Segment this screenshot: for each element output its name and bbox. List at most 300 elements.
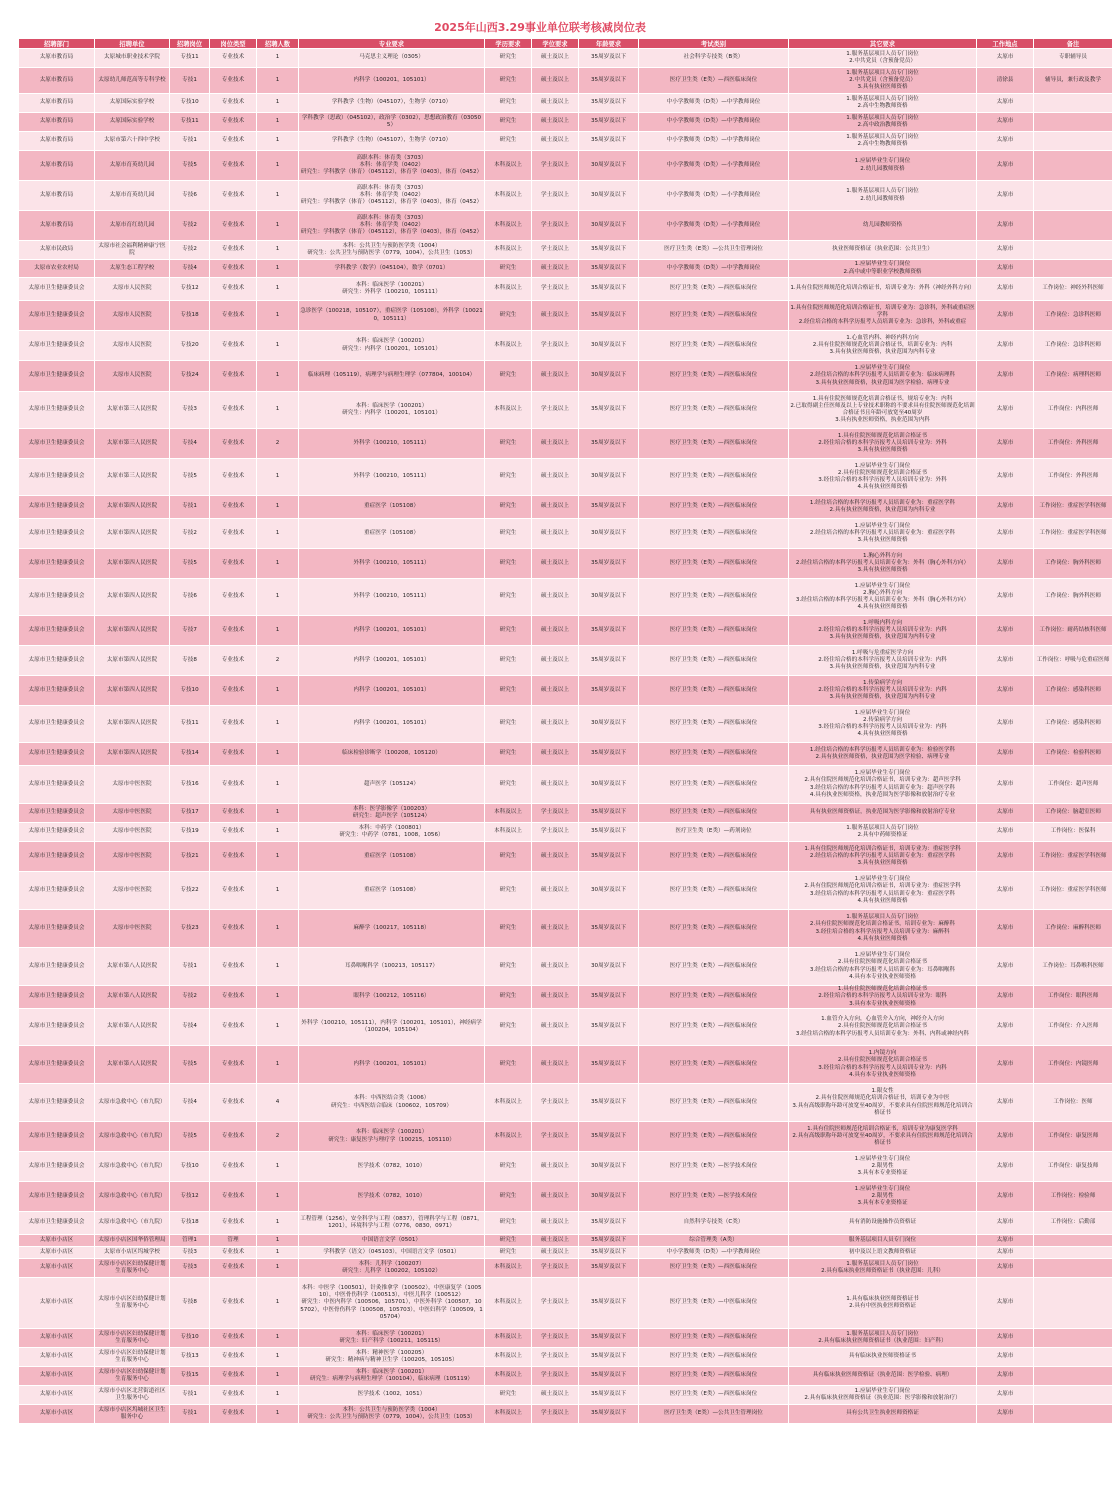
cell-text: 太原市小店区坞城社区卫生服务中心 — [98, 1406, 166, 1420]
table-cell — [532, 49, 579, 68]
table-cell — [789, 1182, 977, 1212]
cell-text: 专业技术 — [221, 720, 245, 727]
cell-text: 专业技术 — [221, 1162, 245, 1169]
cell-text: 1.应届毕业生专门岗位 2.幼儿园教师资格 — [854, 158, 911, 172]
table-cell — [257, 1152, 299, 1182]
cell-text: 硕士及以上 — [541, 54, 569, 61]
table-cell — [789, 766, 977, 804]
table-header-row — [19, 39, 1113, 49]
cell-text: 1.具有临床执业医师资格证书 2.具有中医执业医师资格证 — [846, 1295, 919, 1309]
cell-text: 工作岗位：神经外科医师 — [1042, 285, 1104, 292]
table-cell — [19, 113, 95, 132]
table-cell — [579, 1009, 639, 1046]
table-cell — [789, 706, 977, 743]
table-cell — [639, 181, 789, 211]
table-cell — [485, 616, 532, 646]
column-header: 招聘单位 — [95, 39, 170, 49]
table-cell — [532, 823, 579, 842]
table-cell — [639, 392, 789, 429]
table-cell — [210, 579, 257, 616]
table-cell — [19, 549, 95, 579]
cell-text: 专技2 — [182, 246, 197, 253]
cell-text: 太原市卫生健康委员会 — [28, 750, 85, 757]
table-cell — [257, 1247, 299, 1259]
cell-text: 专技4 — [182, 1023, 197, 1030]
cell-text: 太原市卫生健康委员会 — [28, 311, 85, 318]
cell-text: 1 — [275, 750, 280, 757]
table-cell — [257, 1367, 299, 1386]
cell-text: 具有公共卫生执业医师资格证 — [846, 1410, 919, 1417]
table-row — [19, 910, 1113, 948]
table-cell — [95, 646, 170, 676]
cell-text: 研究生 — [499, 993, 517, 1000]
cell-text: 研究生 — [499, 750, 517, 757]
table-cell — [95, 1182, 170, 1212]
table-row — [19, 49, 1113, 68]
cell-text: 35周岁及以下 — [590, 311, 627, 318]
cell-text: 专业技术 — [221, 246, 245, 253]
cell-text: 太原市小店区 — [39, 1236, 74, 1243]
table-cell — [19, 766, 95, 804]
table-cell — [257, 1259, 299, 1278]
table-cell — [210, 1247, 257, 1259]
cell-text: 太原市中医医院 — [112, 852, 152, 859]
cell-text: 硕士及以上 — [541, 962, 569, 969]
cell-text: 35周岁及以下 — [590, 99, 627, 106]
table-cell — [19, 646, 95, 676]
cell-text: 本科：公共卫生与预防医学类（1004） 研究生：公共卫生与预防医学（0779，1004），公共卫生（1053） — [307, 1406, 476, 1420]
cell-text: 本科：精神医学（100205） 研究生：精神病与精神卫生学（100205，105105） — [325, 1349, 458, 1363]
table-cell — [639, 278, 789, 301]
cell-text: 30周岁及以下 — [590, 529, 627, 536]
cell-text: 医疗卫生类（E类）—西医临床岗位 — [669, 1334, 758, 1341]
cell-text: 35周岁及以下 — [590, 1299, 627, 1306]
table-cell — [485, 278, 532, 301]
cell-text: 专业技术 — [221, 1334, 245, 1341]
table-cell — [170, 676, 210, 706]
cell-text: 医疗卫生类（E类）—西医临床岗位 — [669, 626, 758, 633]
table-cell — [299, 1009, 485, 1046]
table-cell — [299, 211, 485, 241]
cell-text: 高职本科：体育类（3703） 本科：体育学类（0402） 研究生：学科教学（体育）（045112），体育学（0403），体育（0452） — [300, 184, 483, 206]
cell-text: 专技6 — [182, 191, 197, 198]
cell-text: 中小学教师类（D类）—中学教师岗位 — [666, 99, 761, 106]
cell-text: 医疗卫生类（E类）—西医临床岗位 — [669, 852, 758, 859]
table-cell — [977, 459, 1034, 496]
cell-text: 1.具有住院医师规范化培训合格证书，培训专业为：外科（神经外科方向） — [790, 285, 975, 292]
column-header: 招聘部门 — [19, 39, 95, 49]
cell-text: 太原市 — [996, 852, 1014, 859]
cell-text: 1.服务基层项目人员专门岗位 2.中共党员（含预备党员） 3.具有执业医师资格 — [846, 69, 919, 91]
cell-text: 专业技术 — [221, 656, 245, 663]
table-cell — [639, 842, 789, 872]
table-cell — [95, 1247, 170, 1259]
table-cell — [257, 241, 299, 260]
cell-text: 辅导员，兼行政及教学 — [1045, 76, 1101, 83]
table-row — [19, 211, 1113, 241]
cell-text: 35周岁及以下 — [590, 852, 627, 859]
column-header: 学历要求 — [485, 39, 532, 49]
cell-text: 太原市卫生健康委员会 — [28, 852, 85, 859]
cell-text: 学士及以上 — [541, 1132, 569, 1139]
table-cell — [210, 549, 257, 579]
cell-text: 工作岗位：重症医学科医师 — [1039, 886, 1107, 893]
table-cell — [170, 549, 210, 579]
cell-text: 太原市卫生健康委员会 — [28, 559, 85, 566]
cell-text: 具有临床执业医师资格证书 — [848, 1353, 917, 1360]
table-cell — [1034, 301, 1113, 331]
cell-text: 1.应届毕业生专门岗位 2.传染病学方向 3.经住培合格的本科学历报考人员培训专业为：内科 4.具有执业医师资格 — [818, 709, 947, 738]
table-cell — [95, 1405, 170, 1424]
cell-text: 内科学（100201，105101） — [353, 626, 430, 633]
table-cell — [639, 579, 789, 616]
cell-text: 35周岁及以下 — [590, 656, 627, 663]
table-cell — [485, 1122, 532, 1152]
table-cell — [485, 872, 532, 910]
table-cell — [789, 1009, 977, 1046]
cell-text: 专技11 — [180, 720, 199, 727]
cell-text: 太原市急救中心（市九院） — [98, 1162, 166, 1169]
cell-text: 本科：中药学（100801） 研究生：中药学（0781，1008，1056） — [339, 824, 444, 838]
table-cell — [532, 151, 579, 181]
cell-text: 内科学（100201，105101） — [353, 76, 430, 83]
table-cell — [977, 1247, 1034, 1259]
cell-text: 工作岗位：感染科医师 — [1045, 720, 1101, 727]
cell-text: 专技15 — [180, 1372, 199, 1379]
table-cell — [532, 496, 579, 519]
table-cell — [1034, 1182, 1113, 1212]
cell-text: 专技5 — [182, 559, 197, 566]
cell-text: 太原市 — [996, 924, 1014, 931]
cell-text: 工作岗位：急诊科医师 — [1045, 311, 1101, 318]
table-row — [19, 579, 1113, 616]
cell-text: 专技3 — [182, 1248, 197, 1255]
table-cell — [1034, 579, 1113, 616]
table-cell — [532, 743, 579, 766]
table-cell — [485, 1152, 532, 1182]
table-cell — [19, 842, 95, 872]
table-cell — [1034, 986, 1113, 1009]
cell-text: 35周岁及以下 — [590, 559, 627, 566]
table-row — [19, 1247, 1113, 1259]
table-cell — [789, 1278, 977, 1329]
cell-text: 本科及以上 — [494, 1410, 522, 1417]
table-cell — [532, 986, 579, 1009]
table-cell — [789, 842, 977, 872]
table-cell — [170, 579, 210, 616]
cell-text: 医疗卫生类（E类）—西医临床岗位 — [669, 439, 758, 446]
table-title: 2025年山西3.29事业单位联考核减岗位表 — [434, 21, 646, 34]
cell-text: 太原市第四人民医院 — [106, 720, 158, 727]
table-cell — [95, 113, 170, 132]
table-cell — [170, 241, 210, 260]
table-cell — [485, 211, 532, 241]
column-header: 岗位类型 — [210, 39, 257, 49]
table-cell — [579, 1247, 639, 1259]
cell-text: 太原市小店区国华侨管理局 — [98, 1236, 166, 1243]
cell-text: 太原国际实验学校 — [109, 99, 155, 106]
table-cell — [299, 392, 485, 429]
table-cell — [257, 872, 299, 910]
table-cell — [95, 676, 170, 706]
table-cell — [977, 94, 1034, 113]
table-cell — [1034, 181, 1113, 211]
table-cell — [170, 743, 210, 766]
table-cell — [210, 616, 257, 646]
table-cell — [639, 68, 789, 94]
table-cell — [170, 986, 210, 1009]
table-cell — [299, 823, 485, 842]
table-cell — [1034, 49, 1113, 68]
table-cell — [170, 1009, 210, 1046]
cell-text: 研究生 — [499, 54, 517, 61]
table-cell — [257, 986, 299, 1009]
cell-text: 4 — [275, 1098, 280, 1105]
table-cell — [789, 392, 977, 429]
cell-text: 1.服务基层项目人员专门岗位 2.具有临床执业医师资格证书（执业范围：儿科） — [821, 1260, 944, 1274]
cell-text: 医疗卫生类（E类）—西医临床岗位 — [669, 993, 758, 1000]
cell-text: 1 — [275, 503, 280, 510]
cell-text: 太原市卫生健康委员会 — [28, 1060, 85, 1067]
cell-text: 专业技术 — [221, 1391, 245, 1398]
table-cell — [639, 94, 789, 113]
table-cell — [95, 823, 170, 842]
cell-text: 专业技术 — [221, 99, 245, 106]
cell-text: 1.应届毕业生专门岗位 2.限男性 3.具有本专业资格证 — [854, 1185, 911, 1207]
table-cell — [579, 361, 639, 392]
table-cell — [19, 948, 95, 986]
table-cell — [170, 459, 210, 496]
table-cell — [485, 1009, 532, 1046]
cell-text: 太原市卫生健康委员会 — [28, 656, 85, 663]
column-header: 其它要求 — [789, 39, 977, 49]
cell-text: 太原市卫生健康委员会 — [28, 593, 85, 600]
table-cell — [977, 519, 1034, 549]
table-cell — [257, 804, 299, 823]
cell-text: 太原市教育局 — [39, 76, 74, 83]
cell-text: 医疗卫生类（E类）—西医临床岗位 — [669, 686, 758, 693]
cell-text: 太原市卫生健康委员会 — [28, 626, 85, 633]
table-cell — [639, 823, 789, 842]
cell-text: 中小学教师类（D类）—小学教师岗位 — [666, 221, 761, 228]
table-cell — [210, 496, 257, 519]
cell-text: 专技1 — [182, 1410, 197, 1417]
cell-text: 专业技术 — [221, 311, 245, 318]
table-cell — [789, 986, 977, 1009]
table-cell — [170, 1247, 210, 1259]
table-row — [19, 948, 1113, 986]
table-cell — [1034, 429, 1113, 459]
table-cell — [532, 278, 579, 301]
cell-text: 硕士及以上 — [541, 99, 569, 106]
table-row — [19, 496, 1113, 519]
table-cell — [170, 872, 210, 910]
cell-text: 硕士及以上 — [541, 1219, 569, 1226]
table-cell — [639, 301, 789, 331]
table-cell — [977, 132, 1034, 151]
table-row — [19, 743, 1113, 766]
table-cell — [789, 301, 977, 331]
table-cell — [579, 549, 639, 579]
cell-text: 35周岁及以下 — [590, 1060, 627, 1067]
cell-text: 专业技术 — [221, 828, 245, 835]
cell-text: 35周岁及以下 — [590, 686, 627, 693]
table-cell — [579, 1182, 639, 1212]
cell-text: 35周岁及以下 — [590, 626, 627, 633]
table-cell — [977, 1122, 1034, 1152]
cell-text: 硕士及以上 — [541, 264, 569, 271]
cell-text: 研究生 — [499, 593, 517, 600]
cell-text: 太原市第四人民医院 — [106, 656, 158, 663]
cell-text: 医疗卫生类（E类）—西医临床岗位 — [669, 503, 758, 510]
table-row — [19, 706, 1113, 743]
cell-text: 太原幼儿师范高等专科学校 — [98, 76, 166, 83]
cell-text: 35周岁及以下 — [590, 1391, 627, 1398]
table-cell — [95, 766, 170, 804]
cell-text: 专业技术 — [221, 809, 245, 816]
cell-text: 专技5 — [182, 1060, 197, 1067]
cell-text: 太原市小店区 — [39, 1410, 74, 1417]
cell-text: 麻醉学（100217，105118） — [353, 924, 430, 931]
table-cell — [1034, 132, 1113, 151]
table-cell — [639, 1152, 789, 1182]
table-cell — [532, 1278, 579, 1329]
table-cell — [977, 1235, 1034, 1247]
cell-text: 太原市第八人民医院 — [106, 962, 158, 969]
table-cell — [579, 519, 639, 549]
table-row — [19, 676, 1113, 706]
table-cell — [1034, 151, 1113, 181]
cell-text: 1 — [275, 1219, 280, 1226]
cell-text: 1 — [275, 1023, 280, 1030]
table-cell — [977, 301, 1034, 331]
table-row — [19, 1367, 1113, 1386]
table-cell — [299, 519, 485, 549]
table-cell — [532, 113, 579, 132]
cell-text: 硕士及以上 — [541, 118, 569, 125]
cell-text: 1 — [275, 626, 280, 633]
cell-text: 本科及以上 — [494, 341, 522, 348]
table-cell — [299, 1259, 485, 1278]
table-cell — [485, 1386, 532, 1405]
cell-text: 30周岁及以下 — [590, 886, 627, 893]
cell-text: 医疗卫生类（E类）—西医临床岗位 — [669, 656, 758, 663]
table-cell — [19, 1009, 95, 1046]
cell-text: 太原市急救中心（市九院） — [98, 1098, 166, 1105]
table-cell — [485, 743, 532, 766]
table-cell — [639, 1046, 789, 1084]
table-cell — [1034, 361, 1113, 392]
table-cell — [485, 1235, 532, 1247]
table-cell — [299, 151, 485, 181]
table-cell — [532, 1405, 579, 1424]
table-cell — [210, 1278, 257, 1329]
cell-text: 工作岗位：重症医学科医师 — [1039, 503, 1107, 510]
table-cell — [485, 948, 532, 986]
cell-text: 太原市中医医院 — [112, 780, 152, 787]
table-row — [19, 1405, 1113, 1424]
column-header: 专业要求 — [299, 39, 485, 49]
table-cell — [789, 1329, 977, 1348]
cell-text: 太原国际实验学校 — [109, 118, 155, 125]
table-cell — [170, 132, 210, 151]
cell-text: 中小学教师类（D类）—小学教师岗位 — [666, 161, 761, 168]
table-cell — [789, 1152, 977, 1182]
table-cell — [170, 1367, 210, 1386]
cell-text: 太原市第四人民医院 — [106, 503, 158, 510]
table-cell — [977, 646, 1034, 676]
cell-text: 35周岁及以下 — [590, 1410, 627, 1417]
cell-text: 太原市中医医院 — [112, 809, 152, 816]
table-cell — [1034, 646, 1113, 676]
cell-text: 1.应届毕业生专门岗位 2.经住培合格的本科学历报考人员培训专业为：重症医学科 3.具有执业医师资格 — [809, 522, 956, 544]
cell-text: 专技3 — [182, 1264, 197, 1271]
table-cell — [485, 1405, 532, 1424]
table-cell — [257, 132, 299, 151]
table-cell — [257, 392, 299, 429]
cell-text: 临床病理（105119），病理学与病理生理学（077804，100104） — [307, 372, 476, 379]
cell-text: 专技17 — [180, 809, 199, 816]
table-cell — [789, 948, 977, 986]
table-cell — [19, 94, 95, 113]
table-cell — [977, 842, 1034, 872]
cell-text: 研究生 — [499, 473, 517, 480]
cell-text: 工作岗位：胸外科医师 — [1045, 593, 1101, 600]
table-cell — [789, 113, 977, 132]
cell-text: 学士及以上 — [541, 1264, 569, 1271]
table-cell — [1034, 496, 1113, 519]
table-cell — [532, 1247, 579, 1259]
cell-text: 专业技术 — [221, 626, 245, 633]
table-cell — [95, 1152, 170, 1182]
cell-text: 35周岁及以下 — [590, 118, 627, 125]
table-row — [19, 94, 1113, 113]
table-row — [19, 301, 1113, 331]
table-cell — [485, 241, 532, 260]
cell-text: 35周岁及以下 — [590, 1023, 627, 1030]
table-row — [19, 429, 1113, 459]
table-cell — [95, 616, 170, 646]
cell-text: 1.经住培合格的本科学历报考人员培训专业为：重症医学科 2.具有执业医师资格，执业范围为内科专业 — [809, 499, 956, 513]
cell-text: 1.应届毕业生专门岗位 2.胸心外科方向 3.经住培合格的本科学历报考人员培训专业为：外科（胸心外科方向） 4.具有执业医师资格 — [795, 582, 970, 611]
table-cell — [257, 1348, 299, 1367]
table-cell — [579, 676, 639, 706]
cell-text: 外科学（100210，105111），内科学（100201，105101），神经病学（100204，105104） — [301, 1019, 482, 1033]
cell-text: 中小学教师类（D类）—中学教师岗位 — [666, 264, 761, 271]
table-cell — [532, 331, 579, 361]
cell-text: 太原市第八人民医院 — [106, 1023, 158, 1030]
table-cell — [210, 646, 257, 676]
table-cell — [95, 211, 170, 241]
cell-text: 1 — [275, 720, 280, 727]
cell-text: 太原市教育局 — [39, 118, 74, 125]
table-cell — [1034, 1367, 1113, 1386]
cell-text: 学士及以上 — [541, 1334, 569, 1341]
cell-text: 外科学（100210，105111） — [353, 559, 430, 566]
cell-text: 太原市 — [996, 1372, 1014, 1379]
cell-text: 医疗卫生类（E类）—西医临床岗位 — [669, 780, 758, 787]
cell-text: 35周岁及以下 — [590, 1132, 627, 1139]
table-cell — [789, 872, 977, 910]
cell-text: 太原市 — [996, 341, 1014, 348]
cell-text: 1.服务基层项目人员专门岗位 2.幼儿园教师资格 — [846, 188, 919, 202]
table-cell — [257, 260, 299, 278]
cell-text: 硕士及以上 — [541, 439, 569, 446]
table-cell — [977, 429, 1034, 459]
cell-text: 外科学（100210，105111） — [353, 439, 430, 446]
table-row — [19, 766, 1113, 804]
table-cell — [532, 459, 579, 496]
